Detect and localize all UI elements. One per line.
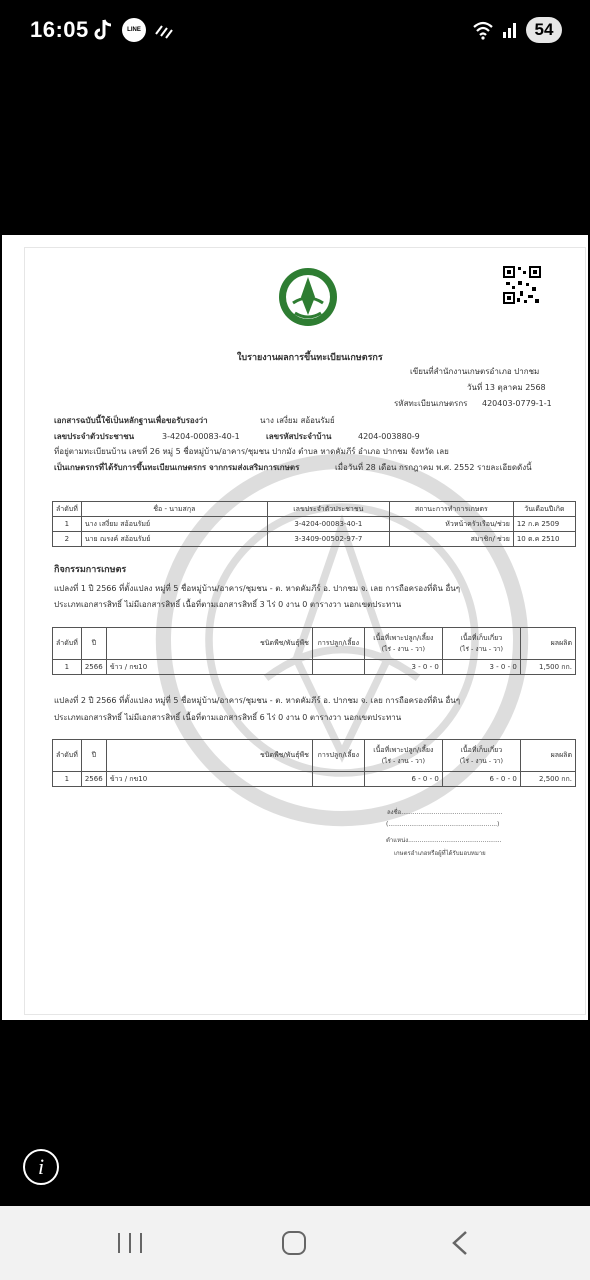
recents-button[interactable] <box>118 1233 142 1253</box>
plot2-location: แปลงที่ 2 ปี 2566 ที่ตั้งแปลง หมู่ที่ 5 ชื่อหมู่บ้าน/อาคาร/ชุมชน - ต. หาดคัมภีร์ อ. ปากชม จ. เลย การถือครองที่ดิน อื่นๆ <box>54 696 461 705</box>
qr-code <box>502 265 542 305</box>
document-title: ใบรายงานผลการขึ้นทะเบียนเกษตรกร <box>237 353 383 363</box>
household-members-table <box>52 501 576 547</box>
plot2-table <box>52 739 576 787</box>
back-button[interactable] <box>450 1230 470 1256</box>
table-row: 1 2566 ข้าว / กข10 3 - 0 - 0 3 - 0 - 0 1,500 กก. <box>53 660 576 675</box>
notification-icons <box>92 18 174 42</box>
plot1-document: ประเภทเอกสารสิทธิ์ ไม่มีเอกสารสิทธิ์ เนื้อที่ตามเอกสารสิทธิ์ 3 ไร่ 0 งาน 0 ตารางวา นอกเขตประทาน <box>54 600 402 609</box>
table-row: 2 นาย ณรงค์ สอ้อนรัมย์ 3-3409-00502-97-7 สมาชิก/ ช่วย 10 ต.ค 2510 <box>53 532 576 547</box>
household-label: เลขรหัสประจำบ้าน <box>266 432 332 441</box>
document-content <box>2 235 588 1020</box>
plot1-table <box>52 627 576 675</box>
line-icon: LINE <box>122 18 146 42</box>
system-icons <box>472 17 562 43</box>
home-button[interactable] <box>282 1231 306 1255</box>
plot1-location: แปลงที่ 1 ปี 2566 ที่ตั้งแปลง หมู่ที่ 5 ชื่อหมู่บ้าน/อาคาร/ชุมชน - ต. หาดคัมภีร์ อ. ปากชม จ. เลย การถือครองที่ดิน อื่นๆ <box>54 584 461 593</box>
wifi-icon <box>472 20 494 40</box>
table-header-row: ลำดับที่ ปี ชนิดพืช/พันธุ์พืช การปลูก/เลี้ยง เนื้อที่เพาะปลูก/เลี้ยง (ไร่ - งาน - วา) เนื้อที่เก็บเกี่ยว (ไร่ - งาน - วา) ผลผลิต <box>53 740 576 772</box>
document-date: วันที่ 13 ตุลาคม 2568 <box>467 383 546 392</box>
table-header-row: ลำดับที่ ปี ชนิดพืช/พันธุ์พืช การปลูก/เลี้ยง เนื้อที่เพาะปลูก/เลี้ยง (ไร่ - งาน - วา) เนื้อที่เก็บเกี่ยว (ไร่ - งาน - วา) ผลผลิต <box>53 628 576 660</box>
activity-heading: กิจกรรมการเกษตร <box>54 565 127 575</box>
office-location: เขียนที่สำนักงานเกษตรอำเภอ ปากชม <box>410 367 540 376</box>
id-value: 3-4204-00083-40-1 <box>162 432 240 441</box>
farmer-reg-number: 420403-0779-1-1 <box>482 399 552 408</box>
department-emblem <box>277 265 339 335</box>
recents-icon <box>118 1233 120 1253</box>
navigation-bar <box>0 1206 590 1280</box>
registered-label: เป็นเกษตรกรที่ได้รับการขึ้นทะเบียนเกษตรกร จากกรมส่งเสริมการเกษตร <box>54 463 300 472</box>
signal-wave-icon <box>154 20 174 40</box>
document-image[interactable] <box>2 235 588 1020</box>
clock: 16:05 <box>30 17 89 42</box>
signature-name: (.........................................................) <box>386 821 500 828</box>
cellular-signal-icon <box>502 21 518 39</box>
certification-label: เอกสารฉบับนี้ใช้เป็นหลักฐานเพื่อขอรับรองว่า <box>54 416 208 425</box>
status-bar <box>0 0 590 62</box>
plot2-document: ประเภทเอกสารสิทธิ์ ไม่มีเอกสารสิทธิ์ เนื้อที่ตามเอกสารสิทธิ์ 6 ไร่ 0 งาน 0 ตารางวา นอกเขตประทาน <box>54 713 402 722</box>
registered-date: เมื่อวันที่ 28 เดือน กรกฎาคม พ.ศ. 2552 รายละเอียดดังนี้ <box>335 463 532 472</box>
signature-role: เกษตรอำเภอหรือผู้ที่ได้รับมอบหมาย <box>394 850 486 857</box>
table-row: 1 นาง เสงี่ยม สอ้อนรัมย์ 3-4204-00083-40-1 หัวหน้าครัวเรือน/ช่วย 12 ก.ค 2509 <box>53 517 576 532</box>
household-value: 4204-003880-9 <box>358 432 420 441</box>
certified-name: นาง เสงี่ยม สอ้อนรัมย์ <box>260 416 335 425</box>
tiktok-icon <box>92 18 114 42</box>
farmer-reg-label: รหัสทะเบียนเกษตรกร <box>394 399 468 408</box>
address-line: ที่อยู่ตามทะเบียนบ้าน เลขที่ 26 หมู่ 5 ชื่อหมู่บ้าน/อาคาร/ชุมชน ปากมัง ตำบล หาดคัมภีร์ อำเภอ ปากชม จังหวัด เลย <box>54 447 449 456</box>
battery-indicator: 54 <box>526 17 562 43</box>
signature-line: ลงชื่อ..................................................... <box>387 809 503 816</box>
table-row: 1 2566 ข้าว / กข10 6 - 0 - 0 6 - 0 - 0 2,500 กก. <box>53 772 576 787</box>
id-label: เลขประจำตัวประชาชน <box>54 432 135 441</box>
table-header-row: ลำดับที่ ชื่อ - นามสกุล เลขประจำตัวประชาชน สถานะการทำการเกษตร วันเดือนปีเกิด <box>53 502 576 517</box>
info-button[interactable]: i <box>23 1149 59 1185</box>
signature-position: ตำแหน่ง................................................. <box>386 837 502 844</box>
